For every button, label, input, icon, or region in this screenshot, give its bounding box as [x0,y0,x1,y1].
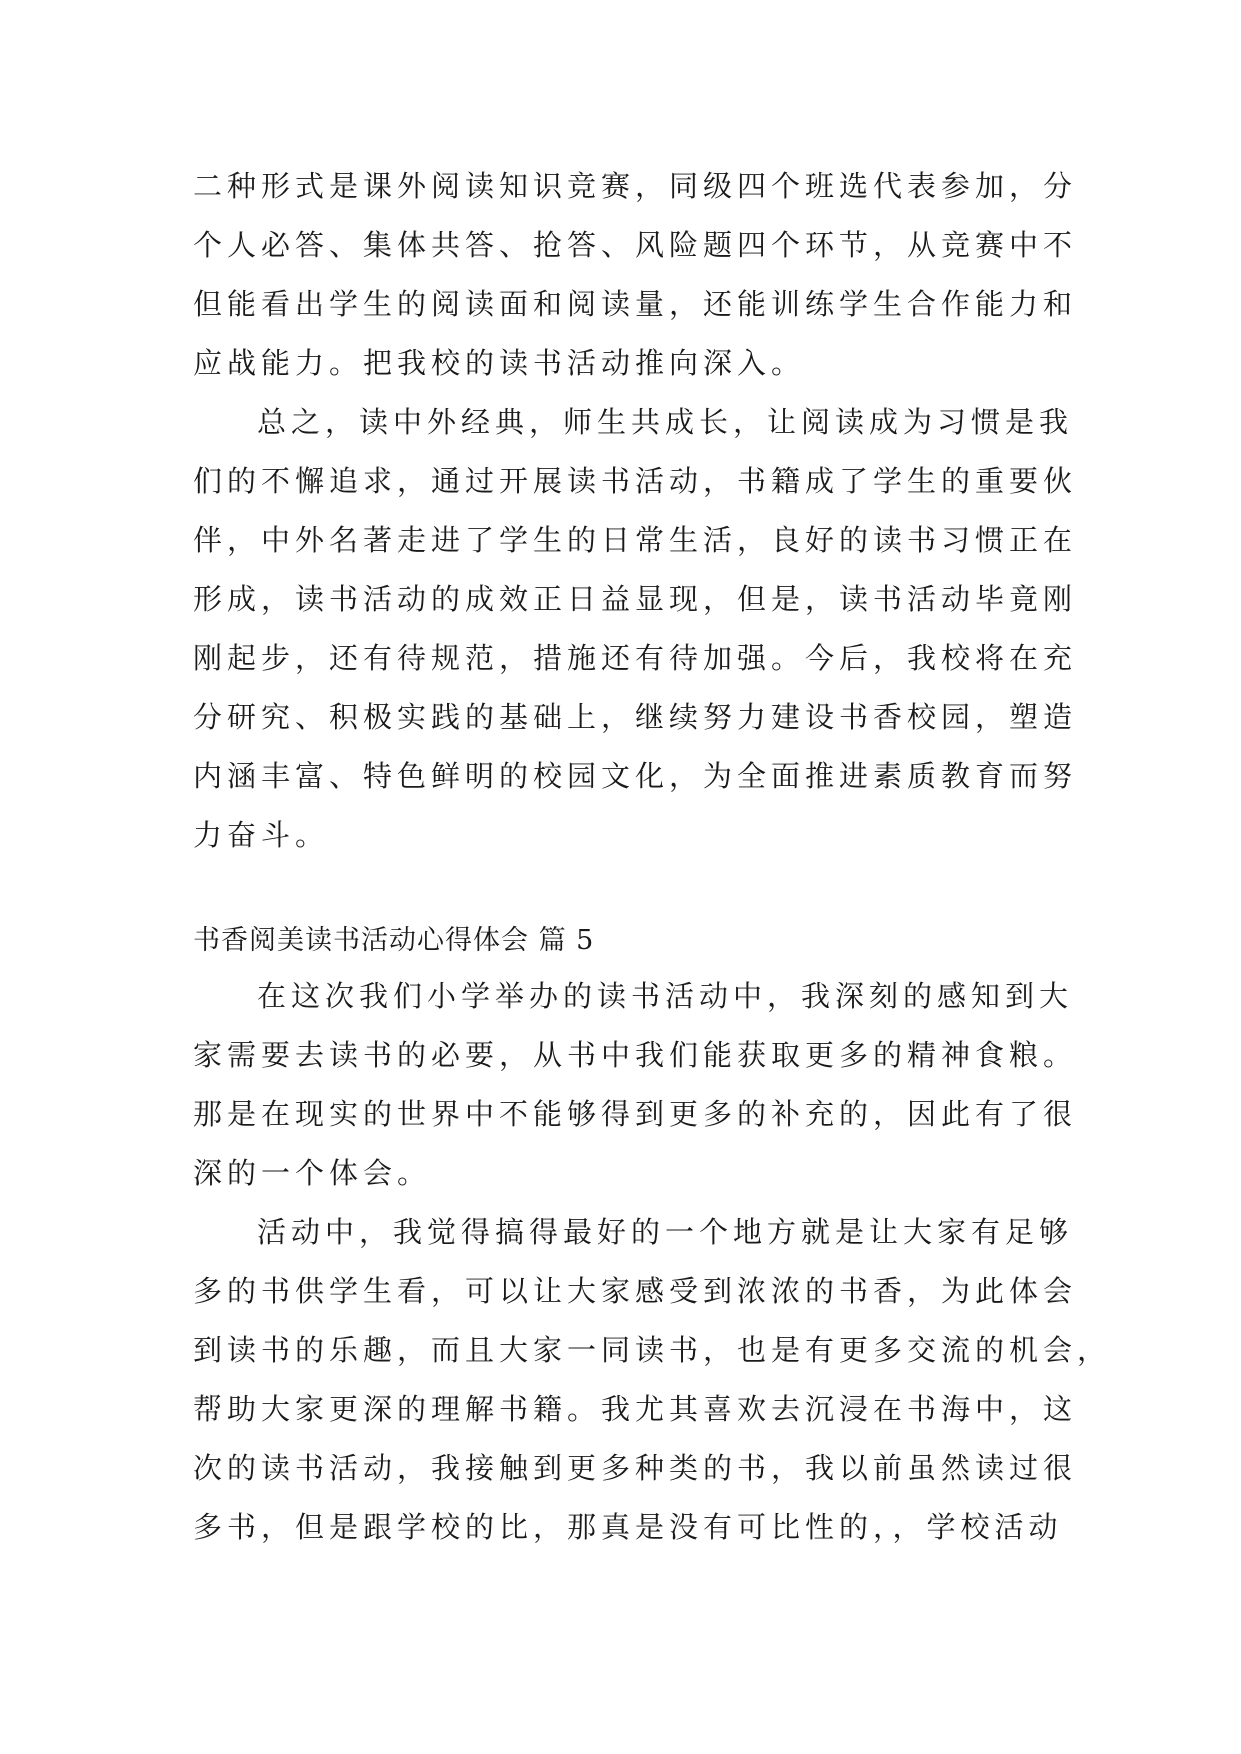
paragraph-line: 伴，中外名著走进了学生的日常生活，良好的读书习惯正在 [193,523,1078,557]
paragraph-line: 但能看出学生的阅读面和阅读量，还能训练学生合作能力和 [193,287,1078,321]
paragraph-line: 刚起步，还有待规范，措施还有待加强。今后，我校将在充 [193,641,1078,675]
paragraph-line: 形成，读书活动的成效正日益显现，但是，读书活动毕竟刚 [193,582,1078,616]
paragraph-line: 家需要去读书的必要，从书中我们能获取更多的精神食粮。 [193,1038,1078,1072]
paragraph-line: 多书，但是跟学校的比，那真是没有可比性的，，学校活动 [193,1510,1063,1544]
paragraph-line: 在这次我们小学举办的读书活动中，我深刻的感知到大 [257,979,1074,1013]
paragraph-line: 多的书供学生看，可以让大家感受到浓浓的书香，为此体会 [193,1274,1078,1308]
paragraph-line: 力奋斗。 [193,818,330,852]
paragraph-line: 到读书的乐趣，而且大家一同读书，也是有更多交流的机会， [193,1333,1112,1367]
paragraph-line: 分研究、积极实践的基础上，继续努力建设书香校园，塑造 [193,700,1078,734]
paragraph-line: 内涵丰富、特色鲜明的校园文化，为全面推进素质教育而努 [193,759,1078,793]
paragraph-line: 二种形式是课外阅读知识竞赛，同级四个班选代表参加，分 [193,169,1078,203]
paragraph-line: 帮助大家更深的理解书籍。我尤其喜欢去沉浸在书海中，这 [193,1392,1078,1426]
paragraph-line: 那是在现实的世界中不能够得到更多的补充的，因此有了很 [193,1097,1078,1131]
paragraph-line: 个人必答、集体共答、抢答、风险题四个环节，从竞赛中不 [193,228,1078,262]
paragraph-line: 应战能力。把我校的读书活动推向深入。 [193,346,806,380]
paragraph-line: 次的读书活动，我接触到更多种类的书，我以前虽然读过很 [193,1451,1078,1485]
paragraph-line: 深的一个体会。 [193,1156,432,1190]
paragraph-line: 总之，读中外经典，师生共成长，让阅读成为习惯是我 [257,405,1074,439]
paragraph-line: 们的不懈追求，通过开展读书活动，书籍成了学生的重要伙 [193,464,1078,498]
section-heading: 书香阅美读书活动心得体会 篇 5 [193,925,595,956]
paragraph-line: 活动中，我觉得搞得最好的一个地方就是让大家有足够 [257,1215,1074,1249]
